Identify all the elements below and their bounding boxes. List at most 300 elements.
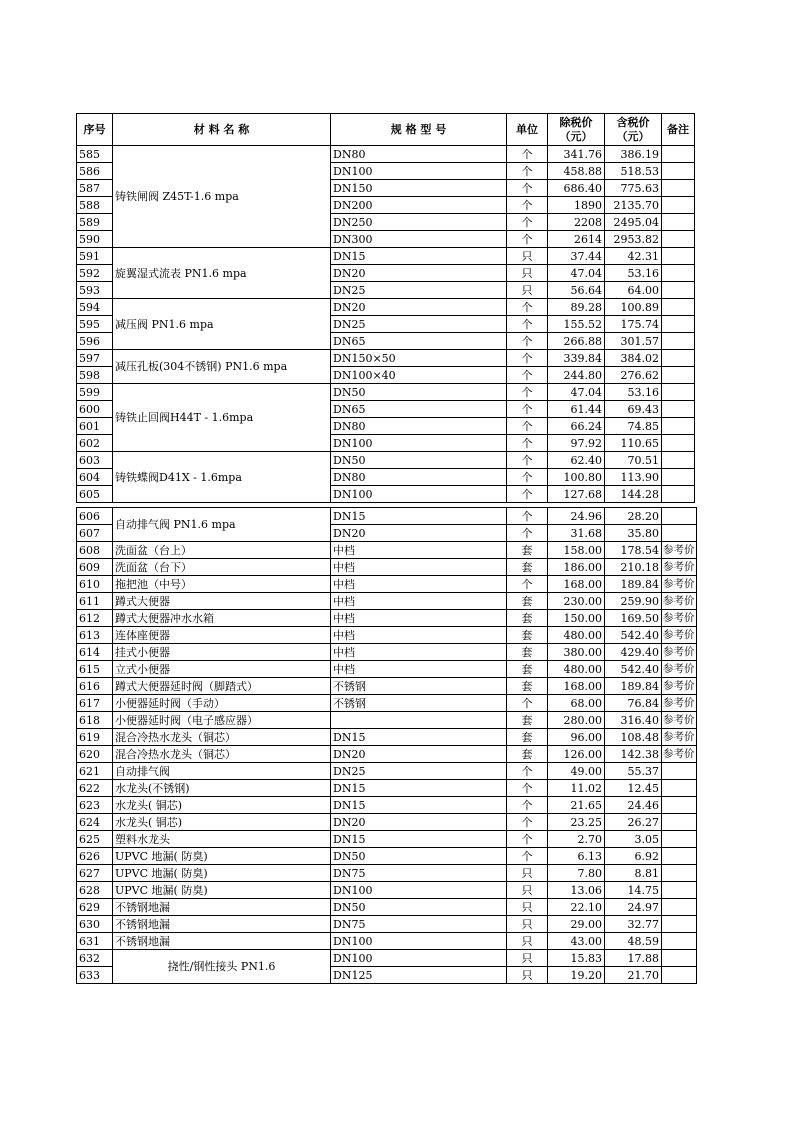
note: [662, 469, 695, 486]
table-row: [77, 299, 695, 316]
table-row: [77, 576, 697, 593]
spec-model: DN65: [331, 401, 507, 418]
price-table-upper: [76, 113, 695, 503]
price-incl-tax: 55.37: [605, 763, 662, 780]
row-number: 629: [77, 899, 113, 916]
unit: 套: [507, 627, 548, 644]
unit: 个: [507, 197, 548, 214]
row-number: 621: [77, 763, 113, 780]
spec-model: DN50: [331, 848, 507, 865]
unit: 个: [507, 469, 548, 486]
note: 参考价: [662, 644, 697, 661]
table-row: [77, 797, 697, 814]
table-row: [77, 452, 695, 469]
unit: 只: [507, 282, 548, 299]
unit: 个: [507, 333, 548, 350]
header-unit: 单位: [507, 114, 548, 146]
price-incl-tax: 21.70: [605, 967, 662, 984]
spec-model: DN20: [331, 299, 507, 316]
material-name: UPVC 地漏( 防臭): [113, 882, 331, 899]
row-number: 603: [77, 452, 113, 469]
spec-model: DN100: [331, 950, 507, 967]
spec-model: [331, 712, 507, 729]
price-incl-tax: 17.88: [605, 950, 662, 967]
price-excl-tax: 23.25: [548, 814, 605, 831]
price-excl-tax: 31.68: [548, 525, 605, 542]
spec-model: DN20: [331, 265, 507, 282]
note: [662, 282, 695, 299]
row-number: 596: [77, 333, 113, 350]
price-incl-tax: 210.18: [605, 559, 662, 576]
row-number: 617: [77, 695, 113, 712]
price-incl-tax: 542.40: [605, 627, 662, 644]
row-number: 585: [77, 146, 113, 163]
price-incl-tax: 48.59: [605, 933, 662, 950]
price-incl-tax: 110.65: [605, 435, 662, 452]
note: [662, 508, 697, 525]
material-name: 蹲式大便器: [113, 593, 331, 610]
price-excl-tax: 56.64: [548, 282, 605, 299]
price-excl-tax: 155.52: [548, 316, 605, 333]
price-incl-tax: 12.45: [605, 780, 662, 797]
unit: 个: [507, 384, 548, 401]
table-row: [77, 729, 697, 746]
table-body-upper: [77, 146, 695, 503]
unit: 个: [507, 401, 548, 418]
price-excl-tax: 230.00: [548, 593, 605, 610]
price-incl-tax: 259.90: [605, 593, 662, 610]
unit: 只: [507, 933, 548, 950]
price-excl-tax: 47.04: [548, 265, 605, 282]
price-excl-tax: 186.00: [548, 559, 605, 576]
unit: 个: [507, 814, 548, 831]
unit: 个: [507, 576, 548, 593]
note: [662, 882, 697, 899]
table-row: [77, 814, 697, 831]
price-incl-tax: 108.48: [605, 729, 662, 746]
price-excl-tax: 22.10: [548, 899, 605, 916]
price-incl-tax: 189.84: [605, 576, 662, 593]
price-excl-tax: 43.00: [548, 933, 605, 950]
row-number: 605: [77, 486, 113, 503]
price-incl-tax: 24.46: [605, 797, 662, 814]
row-number: 612: [77, 610, 113, 627]
table-row: [77, 542, 697, 559]
price-incl-tax: 70.51: [605, 452, 662, 469]
spec-model: 中档: [331, 593, 507, 610]
price-excl-tax: 61.44: [548, 401, 605, 418]
table-row: [77, 916, 697, 933]
row-number: 626: [77, 848, 113, 865]
spec-model: DN20: [331, 746, 507, 763]
price-excl-tax: 37.44: [548, 248, 605, 265]
header-no: 序号: [77, 114, 113, 146]
row-number: 600: [77, 401, 113, 418]
row-number: 591: [77, 248, 113, 265]
unit: 个: [507, 180, 548, 197]
price-excl-tax: 458.88: [548, 163, 605, 180]
price-excl-tax: 339.84: [548, 350, 605, 367]
spec-model: DN15: [331, 729, 507, 746]
unit: 个: [507, 435, 548, 452]
row-number: 601: [77, 418, 113, 435]
row-number: 633: [77, 967, 113, 984]
price-excl-tax: 11.02: [548, 780, 605, 797]
table-header-row: [77, 114, 695, 146]
price-incl-tax: 64.00: [605, 282, 662, 299]
note: [662, 197, 695, 214]
row-number: 593: [77, 282, 113, 299]
price-table-lower: [76, 507, 697, 984]
note: 参考价: [662, 695, 697, 712]
price-incl-tax: 100.89: [605, 299, 662, 316]
row-number: 606: [77, 508, 113, 525]
material-name: 小便器延时阀（电子感应器）: [113, 712, 331, 729]
spec-model: DN150: [331, 180, 507, 197]
row-number: 588: [77, 197, 113, 214]
header-price-in-label: 含税价: [616, 115, 650, 129]
note: [662, 231, 695, 248]
price-incl-tax: 2495.04: [605, 214, 662, 231]
price-incl-tax: 74.85: [605, 418, 662, 435]
spec-model: DN25: [331, 316, 507, 333]
note: 参考价: [662, 576, 697, 593]
price-excl-tax: 244.80: [548, 367, 605, 384]
price-excl-tax: 24.96: [548, 508, 605, 525]
unit: 个: [507, 316, 548, 333]
material-name: 洗面盆（台下）: [113, 559, 331, 576]
table-row: [77, 763, 697, 780]
price-incl-tax: 144.28: [605, 486, 662, 503]
note: 参考价: [662, 542, 697, 559]
table-row: [77, 610, 697, 627]
row-number: 627: [77, 865, 113, 882]
note: 参考价: [662, 593, 697, 610]
price-incl-tax: 301.57: [605, 333, 662, 350]
table-row: [77, 146, 695, 163]
unit: 只: [507, 899, 548, 916]
table-row: [77, 593, 697, 610]
price-excl-tax: 100.80: [548, 469, 605, 486]
note: [662, 163, 695, 180]
note: [662, 967, 697, 984]
spec-model: 中档: [331, 627, 507, 644]
price-excl-tax: 19.20: [548, 967, 605, 984]
unit: 只: [507, 248, 548, 265]
unit: 套: [507, 712, 548, 729]
spec-model: DN50: [331, 384, 507, 401]
spec-model: DN100: [331, 163, 507, 180]
price-incl-tax: 113.90: [605, 469, 662, 486]
note: 参考价: [662, 678, 697, 695]
row-number: 602: [77, 435, 113, 452]
price-excl-tax: 47.04: [548, 384, 605, 401]
note: 参考价: [662, 627, 697, 644]
note: [662, 933, 697, 950]
table-row: [77, 644, 697, 661]
unit: 套: [507, 661, 548, 678]
row-number: 625: [77, 831, 113, 848]
unit: 套: [507, 746, 548, 763]
price-excl-tax: 2208: [548, 214, 605, 231]
material-name: 不锈钢地漏: [113, 916, 331, 933]
material-name: 不锈钢地漏: [113, 899, 331, 916]
price-excl-tax: 150.00: [548, 610, 605, 627]
unit: 个: [507, 831, 548, 848]
price-incl-tax: 53.16: [605, 265, 662, 282]
price-excl-tax: 66.24: [548, 418, 605, 435]
note: [662, 452, 695, 469]
table-row: [77, 248, 695, 265]
unit: 个: [507, 695, 548, 712]
note: [662, 384, 695, 401]
table-row: [77, 559, 697, 576]
spec-model: DN20: [331, 814, 507, 831]
note: [662, 214, 695, 231]
note: [662, 525, 697, 542]
note: [662, 916, 697, 933]
unit: 只: [507, 882, 548, 899]
price-excl-tax: 341.76: [548, 146, 605, 163]
unit: 套: [507, 542, 548, 559]
unit: 个: [507, 350, 548, 367]
spec-model: DN75: [331, 865, 507, 882]
note: 参考价: [662, 559, 697, 576]
unit: 个: [507, 763, 548, 780]
unit: 只: [507, 865, 548, 882]
spec-model: DN250: [331, 214, 507, 231]
spec-model: DN15: [331, 508, 507, 525]
header-note: 备注: [662, 114, 695, 146]
row-number: 611: [77, 593, 113, 610]
price-incl-tax: 6.92: [605, 848, 662, 865]
price-incl-tax: 3.05: [605, 831, 662, 848]
price-incl-tax: 28.20: [605, 508, 662, 525]
row-number: 616: [77, 678, 113, 695]
row-number: 609: [77, 559, 113, 576]
note: [662, 146, 695, 163]
row-number: 594: [77, 299, 113, 316]
unit: 个: [507, 231, 548, 248]
price-incl-tax: 775.63: [605, 180, 662, 197]
material-name: 挠性/钢性接头 PN1.6: [113, 950, 331, 984]
note: [662, 316, 695, 333]
spec-model: 中档: [331, 576, 507, 593]
unit: 个: [507, 452, 548, 469]
spec-model: DN80: [331, 146, 507, 163]
spec-model: DN20: [331, 525, 507, 542]
table-row: [77, 865, 697, 882]
unit: 套: [507, 559, 548, 576]
note: [662, 180, 695, 197]
price-excl-tax: 158.00: [548, 542, 605, 559]
spec-model: DN100: [331, 933, 507, 950]
spec-model: DN15: [331, 780, 507, 797]
note: [662, 763, 697, 780]
unit: 个: [507, 848, 548, 865]
row-number: 592: [77, 265, 113, 282]
unit: 只: [507, 916, 548, 933]
price-excl-tax: 480.00: [548, 627, 605, 644]
spec-model: 中档: [331, 644, 507, 661]
table-row: [77, 384, 695, 401]
price-excl-tax: 127.68: [548, 486, 605, 503]
row-number: 604: [77, 469, 113, 486]
row-number: 598: [77, 367, 113, 384]
spec-model: DN100: [331, 435, 507, 452]
price-incl-tax: 53.16: [605, 384, 662, 401]
note: [662, 248, 695, 265]
material-name: 连体座便器: [113, 627, 331, 644]
price-excl-tax: 126.00: [548, 746, 605, 763]
material-name: 水龙头( 铜芯): [113, 797, 331, 814]
row-number: 628: [77, 882, 113, 899]
price-incl-tax: 32.77: [605, 916, 662, 933]
spec-model: 不锈钢: [331, 695, 507, 712]
row-number: 607: [77, 525, 113, 542]
material-name: UPVC 地漏( 防臭): [113, 848, 331, 865]
price-incl-tax: 175.74: [605, 316, 662, 333]
note: [662, 486, 695, 503]
unit: 个: [507, 418, 548, 435]
note: 参考价: [662, 712, 697, 729]
price-incl-tax: 76.84: [605, 695, 662, 712]
unit: 个: [507, 508, 548, 525]
spec-model: DN100×40: [331, 367, 507, 384]
material-name: 减压孔板(304不锈钢) PN1.6 mpa: [113, 350, 331, 384]
note: [662, 333, 695, 350]
material-name: 铸铁闸阀 Z45T-1.6 mpa: [113, 146, 331, 248]
unit: 套: [507, 729, 548, 746]
price-incl-tax: 518.53: [605, 163, 662, 180]
row-number: 614: [77, 644, 113, 661]
table-body-lower: [77, 508, 697, 984]
price-excl-tax: 380.00: [548, 644, 605, 661]
material-name: 自动排气阀 PN1.6 mpa: [113, 508, 331, 542]
header-price-ex-unit: （元）: [559, 129, 593, 143]
material-name: UPVC 地漏( 防臭): [113, 865, 331, 882]
row-number: 589: [77, 214, 113, 231]
row-number: 622: [77, 780, 113, 797]
material-name: 减压阀 PN1.6 mpa: [113, 299, 331, 350]
price-incl-tax: 178.54: [605, 542, 662, 559]
price-excl-tax: 168.00: [548, 678, 605, 695]
material-name: 挂式小便器: [113, 644, 331, 661]
unit: 只: [507, 967, 548, 984]
table-row: [77, 899, 697, 916]
row-number: 587: [77, 180, 113, 197]
price-excl-tax: 280.00: [548, 712, 605, 729]
note: 参考价: [662, 746, 697, 763]
table-row: [77, 508, 697, 525]
unit: 个: [507, 299, 548, 316]
row-number: 620: [77, 746, 113, 763]
price-excl-tax: 6.13: [548, 848, 605, 865]
header-price-in-unit: （元）: [616, 129, 650, 143]
row-number: 615: [77, 661, 113, 678]
spec-model: DN25: [331, 763, 507, 780]
spec-model: DN50: [331, 452, 507, 469]
material-name: 拖把池（中号）: [113, 576, 331, 593]
spec-model: DN125: [331, 967, 507, 984]
material-name: 自动排气阀: [113, 763, 331, 780]
spec-model: DN15: [331, 248, 507, 265]
unit: 个: [507, 797, 548, 814]
price-excl-tax: 13.06: [548, 882, 605, 899]
price-excl-tax: 686.40: [548, 180, 605, 197]
spec-model: DN80: [331, 418, 507, 435]
material-name: 小便器延时阀（手动）: [113, 695, 331, 712]
header-spec: 规 格 型 号: [331, 114, 507, 146]
price-excl-tax: 29.00: [548, 916, 605, 933]
price-excl-tax: 480.00: [548, 661, 605, 678]
table-row: [77, 661, 697, 678]
table-row: [77, 933, 697, 950]
price-incl-tax: 24.97: [605, 899, 662, 916]
price-incl-tax: 35.80: [605, 525, 662, 542]
header-name: 材 料 名 称: [113, 114, 331, 146]
price-incl-tax: 142.38: [605, 746, 662, 763]
price-incl-tax: 384.02: [605, 350, 662, 367]
price-excl-tax: 266.88: [548, 333, 605, 350]
unit: 个: [507, 163, 548, 180]
header-price-ex-label: 除税价: [559, 115, 593, 129]
price-incl-tax: 2953.82: [605, 231, 662, 248]
row-number: 631: [77, 933, 113, 950]
price-excl-tax: 15.83: [548, 950, 605, 967]
unit: 个: [507, 486, 548, 503]
note: [662, 401, 695, 418]
spec-model: DN300: [331, 231, 507, 248]
spec-model: DN200: [331, 197, 507, 214]
note: [662, 831, 697, 848]
row-number: 595: [77, 316, 113, 333]
spec-model: DN15: [331, 831, 507, 848]
price-excl-tax: 97.92: [548, 435, 605, 452]
note: 参考价: [662, 729, 697, 746]
note: [662, 950, 697, 967]
note: [662, 435, 695, 452]
note: [662, 780, 697, 797]
note: [662, 367, 695, 384]
table-row: [77, 746, 697, 763]
row-number: 610: [77, 576, 113, 593]
table-row: [77, 848, 697, 865]
table-row: [77, 627, 697, 644]
price-incl-tax: 42.31: [605, 248, 662, 265]
spec-model: DN15: [331, 797, 507, 814]
table-row: [77, 780, 697, 797]
price-excl-tax: 89.28: [548, 299, 605, 316]
unit: 套: [507, 593, 548, 610]
spec-model: DN75: [331, 916, 507, 933]
spec-model: DN50: [331, 899, 507, 916]
note: [662, 265, 695, 282]
price-excl-tax: 49.00: [548, 763, 605, 780]
unit: 套: [507, 678, 548, 695]
price-excl-tax: 2.70: [548, 831, 605, 848]
material-name: 混合冷热水龙头（铜芯）: [113, 729, 331, 746]
unit: 个: [507, 214, 548, 231]
price-incl-tax: 69.43: [605, 401, 662, 418]
unit: 套: [507, 610, 548, 627]
price-excl-tax: 62.40: [548, 452, 605, 469]
table-row: [77, 831, 697, 848]
note: [662, 350, 695, 367]
spec-model: 中档: [331, 610, 507, 627]
table-row: [77, 950, 697, 967]
material-name: 洗面盆（台上）: [113, 542, 331, 559]
